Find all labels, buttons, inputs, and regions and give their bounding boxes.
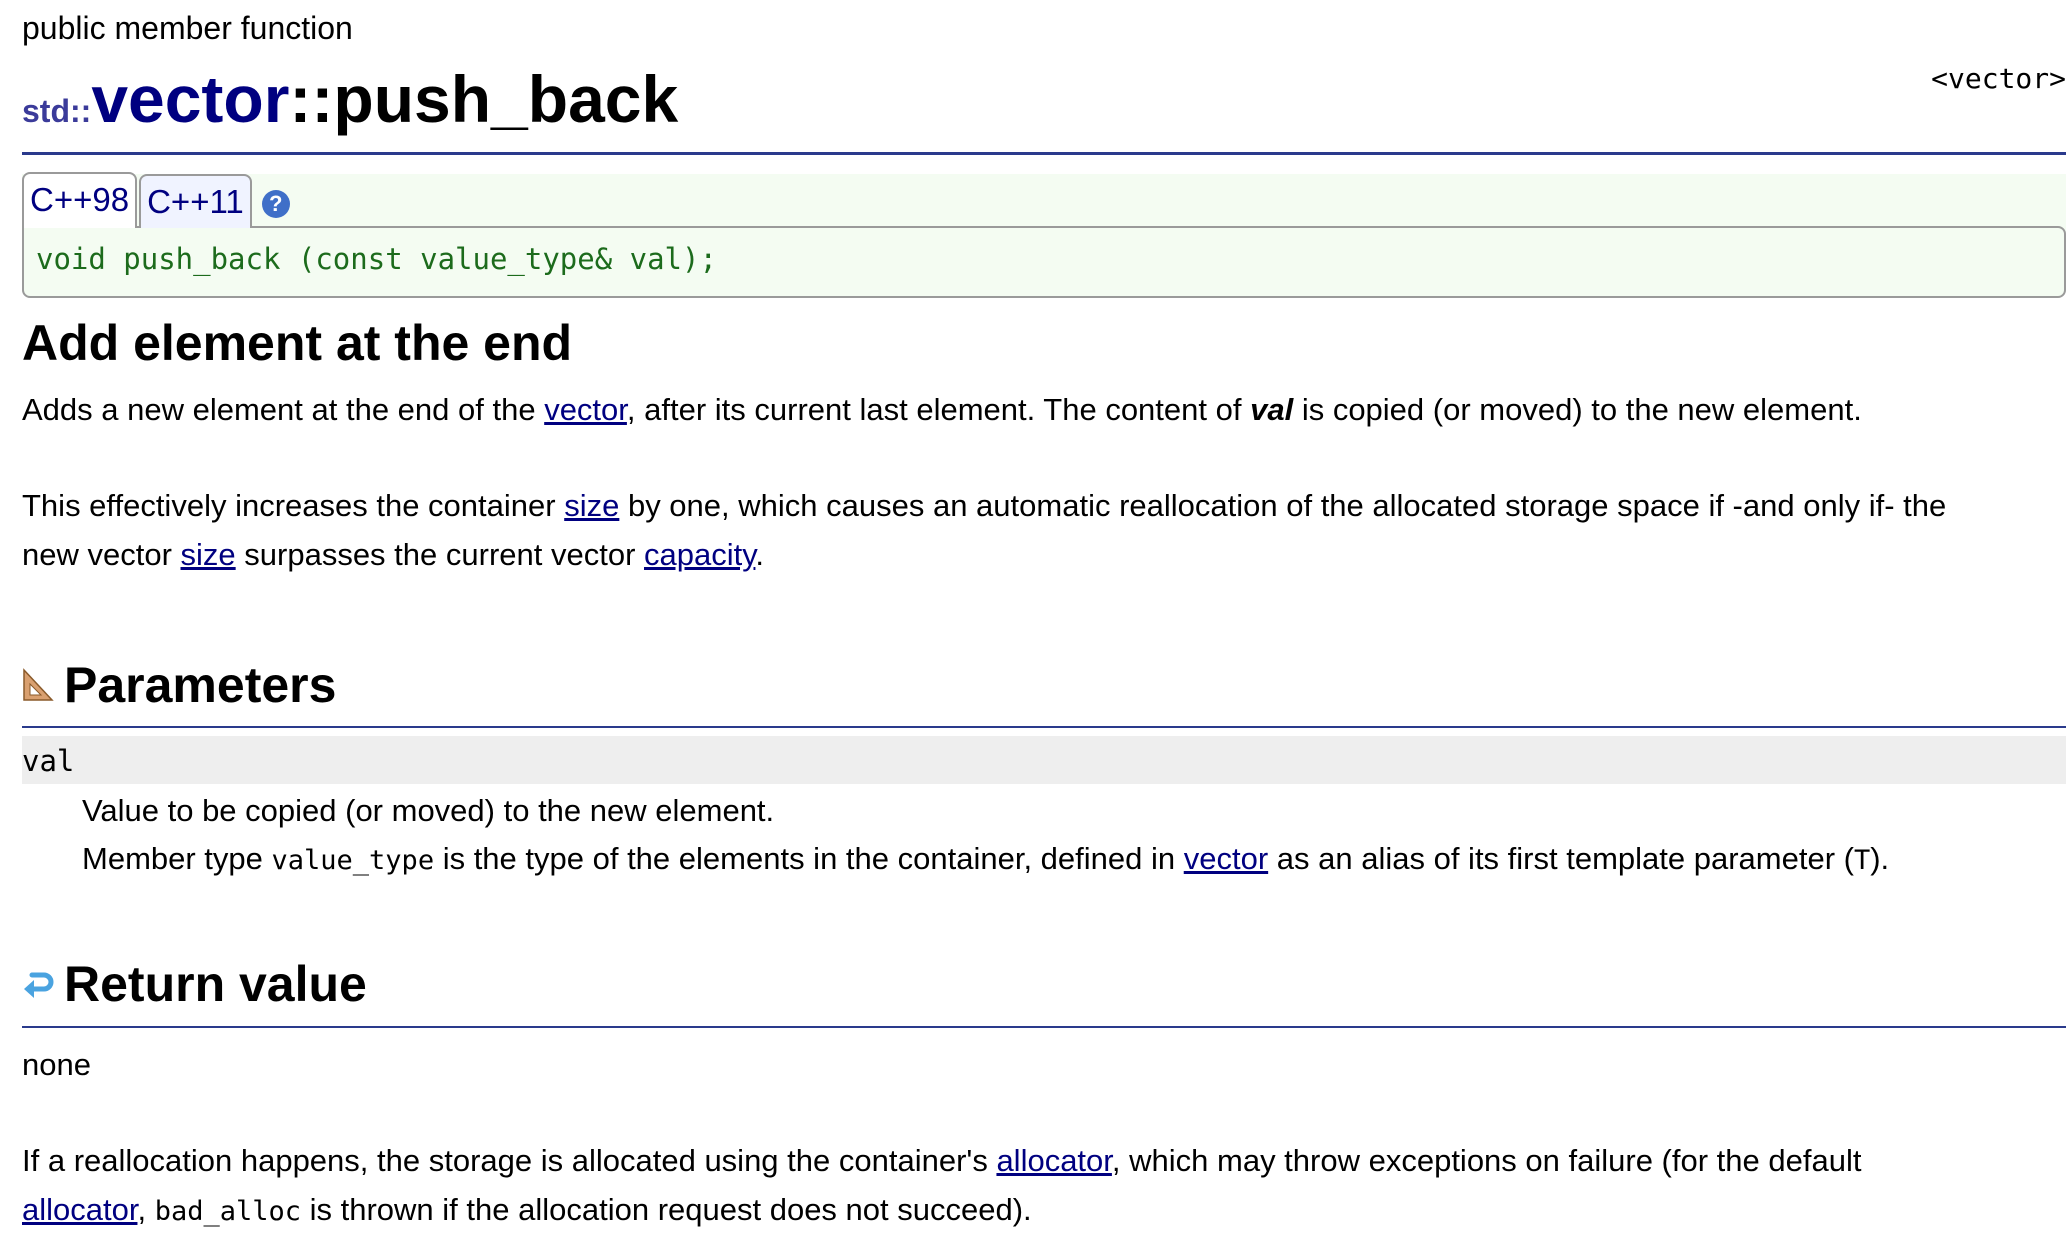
parameters-heading: Parameters <box>64 657 337 713</box>
allocator-link[interactable]: allocator <box>996 1143 1112 1178</box>
prototype-box <box>22 226 2066 298</box>
param-text: is the type of the elements in the container, defined in <box>434 841 1184 876</box>
param-text: Member type <box>82 841 272 876</box>
return-value-paragraph <box>22 1136 1861 1236</box>
val-emphasis: val <box>1250 392 1294 427</box>
param-text: as an alias of its first template parameter ( <box>1268 841 1854 876</box>
title-class-link[interactable]: vector <box>91 62 290 136</box>
return-value-divider <box>22 1026 2066 1028</box>
summary-text: Adds a new element at the end of the <box>22 392 545 427</box>
summary-text: is copied (or moved) to the new element. <box>1293 392 1862 427</box>
summary-paragraph-2 <box>22 481 1946 579</box>
vector-link[interactable]: vector <box>544 392 627 427</box>
return-value-text: none <box>22 1047 91 1082</box>
vector-link[interactable]: vector <box>1183 841 1269 876</box>
return-value-heading: Return value <box>64 956 367 1012</box>
tab-cpp11[interactable]: C++11 <box>139 174 252 228</box>
value-type-code: value_type <box>271 845 435 876</box>
header-file-label: <vector> <box>1931 62 2066 95</box>
return-text: is thrown if the allocation request does not succeed). <box>301 1192 1032 1227</box>
return-text: , <box>137 1192 155 1227</box>
summary-text: , after its current last element. The content of <box>626 392 1251 427</box>
return-text: If a reallocation happens, the storage is allocated using the container's <box>22 1143 997 1178</box>
bad-alloc-code: bad_alloc <box>154 1196 302 1227</box>
summary-heading: Add element at the end <box>22 315 573 371</box>
param-text: ). <box>1870 841 1890 876</box>
standard-tabs <box>22 174 290 228</box>
parameters-section-header <box>22 656 336 714</box>
template-param-code: T <box>1853 845 1871 876</box>
reference-page <box>22 0 2066 1238</box>
size-link[interactable]: size <box>564 488 620 523</box>
title-function: push_back <box>333 62 679 136</box>
return-text: , which may throw exceptions on failure (for the default <box>1111 1143 1862 1178</box>
size-link[interactable]: size <box>180 537 236 572</box>
page-title <box>22 60 678 150</box>
tab-cpp98[interactable]: C++98 <box>22 172 137 228</box>
return-value-section-header <box>22 955 367 1013</box>
parameter-description-2 <box>82 834 1889 885</box>
member-kind-label: public member function <box>22 10 353 46</box>
prototype-code: void push_back (const value_type& val); <box>36 242 717 276</box>
summary-text: surpasses the current vector <box>235 537 644 572</box>
parameters-divider <box>22 726 2066 728</box>
summary-text: by one, which causes an automatic reallocation of the allocated storage space if -and only if- the <box>619 488 1947 523</box>
set-square-icon <box>22 668 54 702</box>
title-separator: :: <box>289 62 334 136</box>
allocator-link[interactable]: allocator <box>22 1192 138 1227</box>
title-namespace: std:: <box>22 93 92 129</box>
return-arrow-icon <box>22 968 54 1000</box>
summary-paragraph-1 <box>22 385 1862 434</box>
summary-text: new vector <box>22 537 181 572</box>
title-divider <box>22 152 2066 155</box>
parameter-description-1: Value to be copied (or moved) to the new element. <box>82 793 775 828</box>
parameter-name: val <box>22 744 75 778</box>
parameter-row <box>22 736 2066 784</box>
summary-text: . <box>755 537 765 572</box>
summary-text: This effectively increases the container <box>22 488 565 523</box>
question-icon[interactable]: ? <box>262 190 290 218</box>
capacity-link[interactable]: capacity <box>644 537 756 572</box>
